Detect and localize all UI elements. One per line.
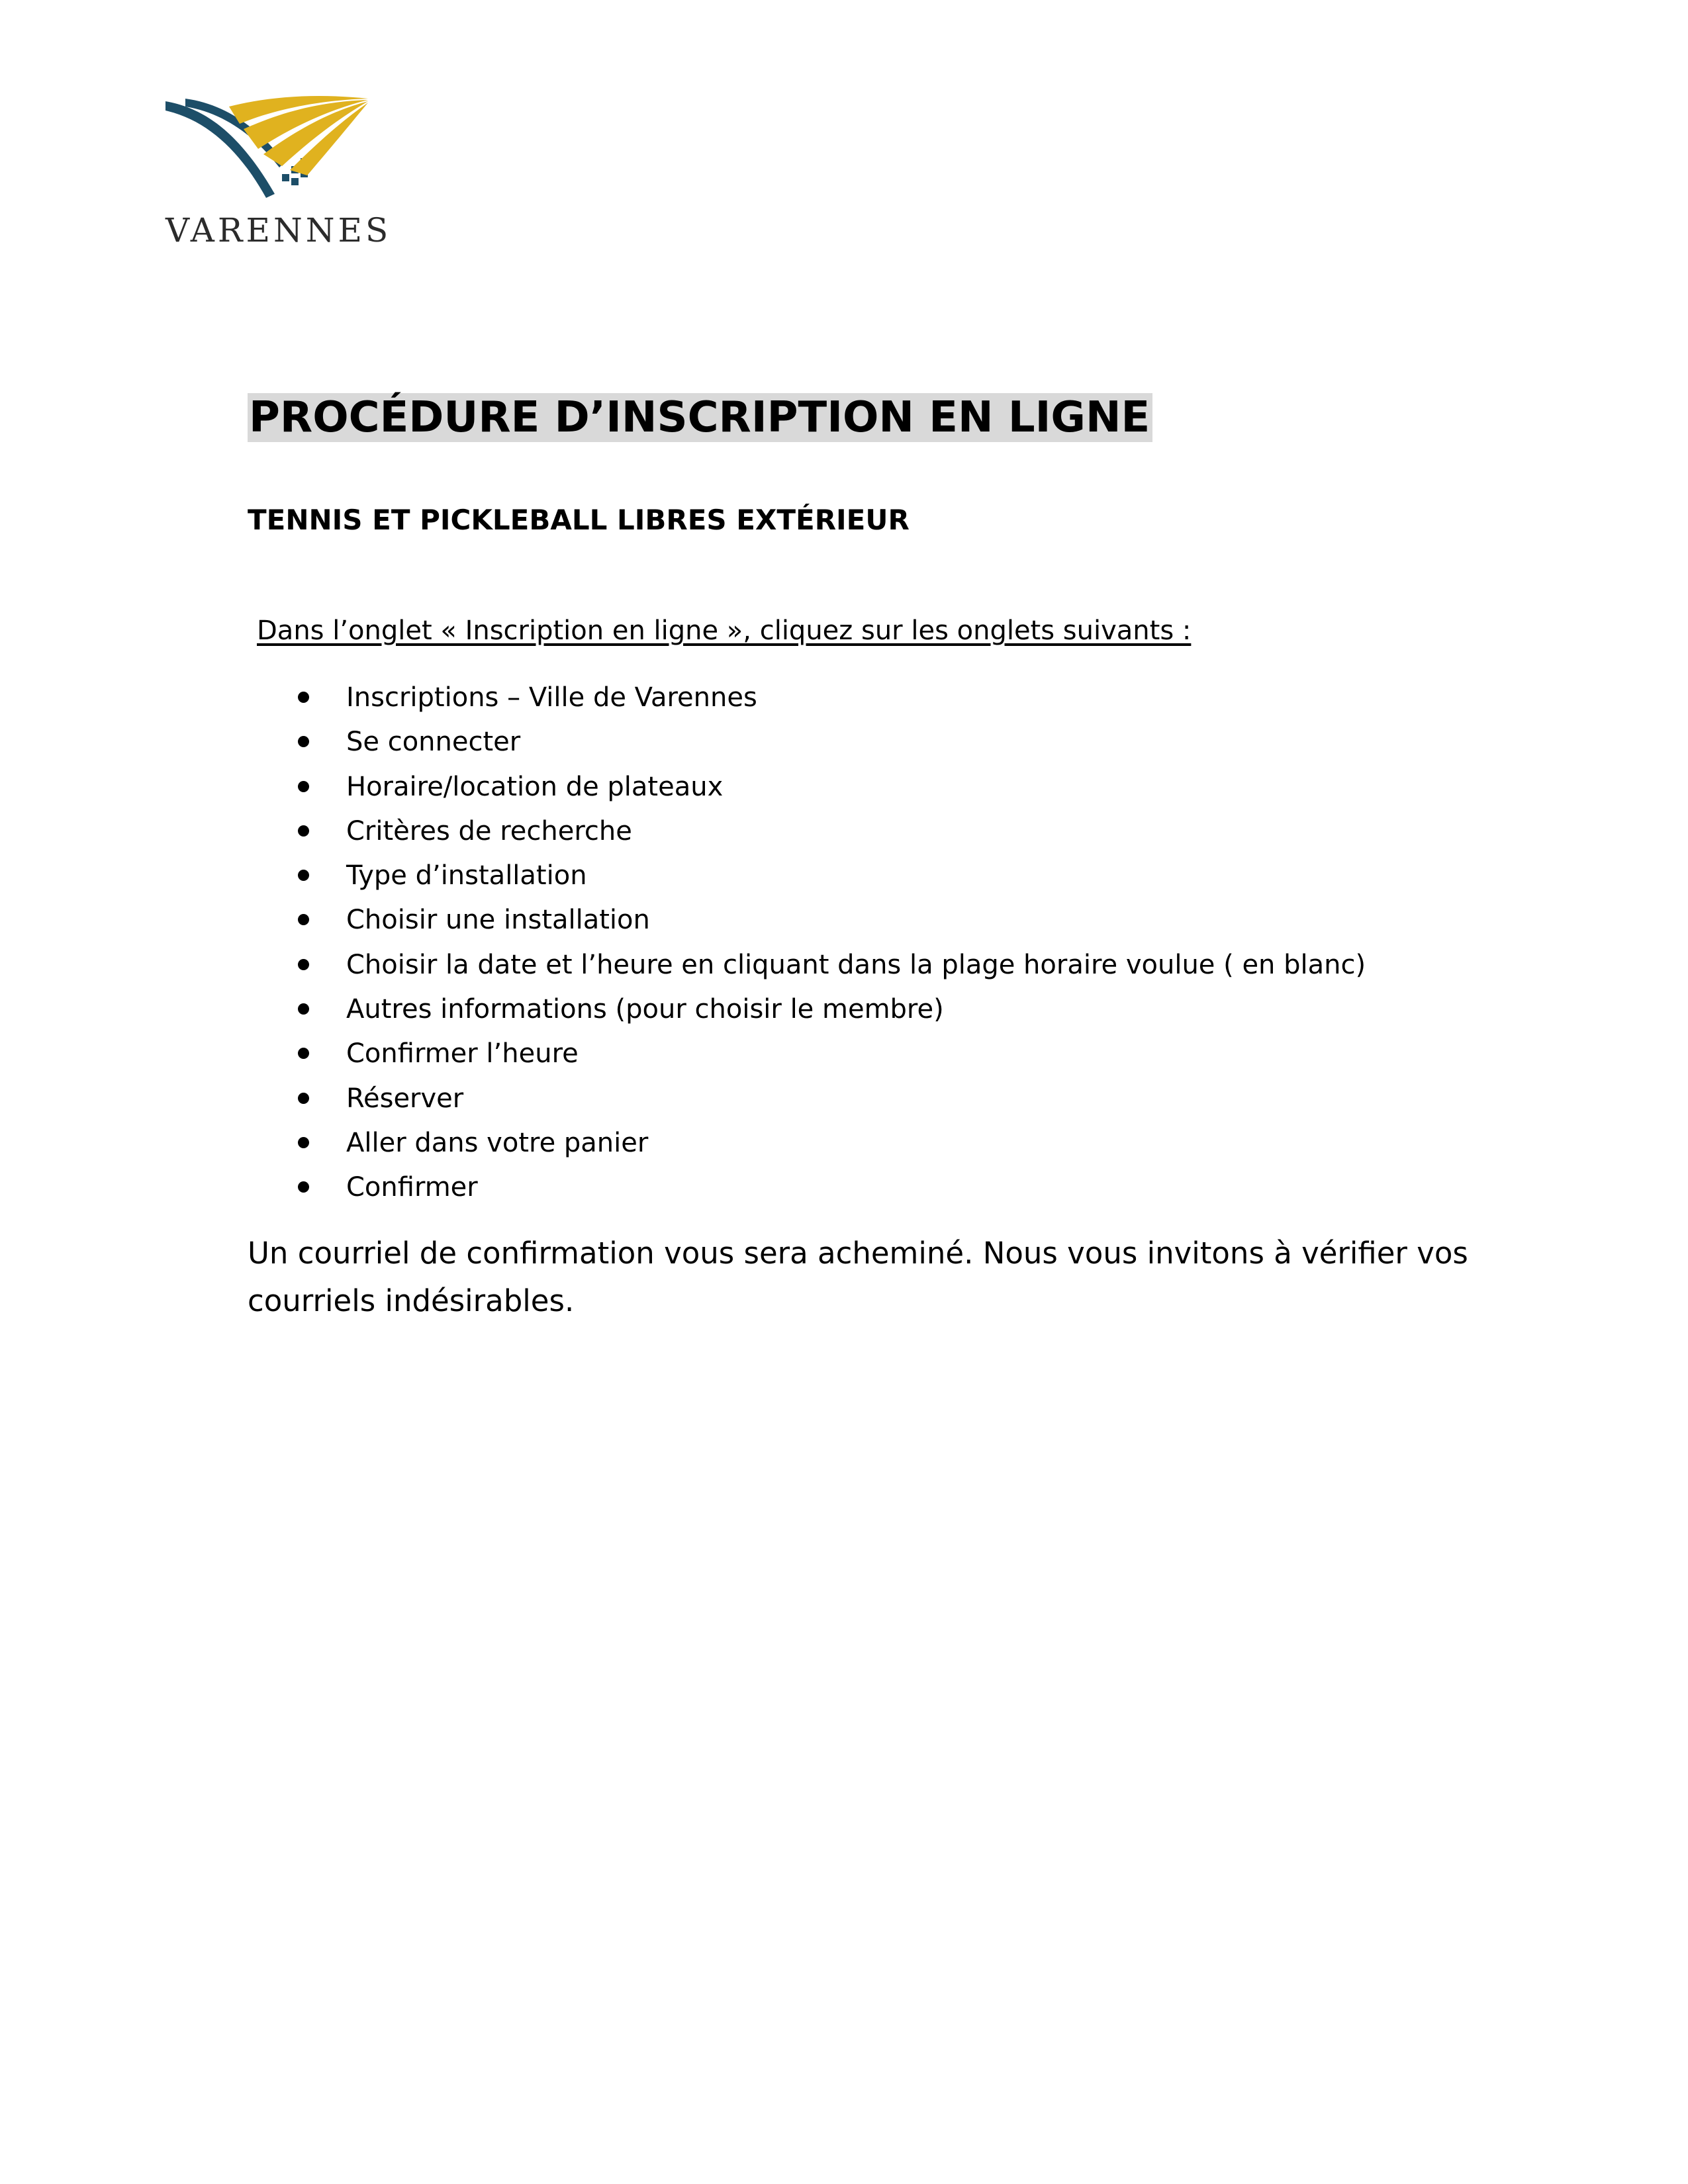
varennes-logo-icon	[165, 96, 371, 208]
step-item: Réserver	[295, 1080, 1366, 1124]
step-item: Aller dans votre panier	[295, 1124, 1366, 1169]
logo-navy-dot	[291, 178, 299, 185]
step-item: Confirmer l’heure	[295, 1035, 1366, 1079]
document-title-text: PROCÉDURE D’INSCRIPTION EN LIGNE	[248, 393, 1152, 442]
step-item: Inscriptions – Ville de Varennes	[295, 679, 1366, 723]
step-item: Choisir la date et l’heure en cliquant dans la plage horaire voulue ( en blanc)	[295, 946, 1366, 991]
document-subtitle: TENNIS ET PICKLEBALL LIBRES EXTÉRIEUR	[248, 504, 910, 536]
step-item: Type d’installation	[295, 857, 1366, 901]
instructions-intro: Dans l’onglet « Inscription en ligne », cliquez sur les onglets suivants :	[257, 615, 1192, 646]
logo-navy-dot	[282, 174, 289, 181]
step-item: Se connecter	[295, 723, 1366, 768]
step-item: Critères de recherche	[295, 813, 1366, 857]
logo-wordmark: VARENNES	[165, 211, 392, 250]
steps-list	[295, 679, 1366, 1214]
step-item: Horaire/location de plateaux	[295, 768, 1366, 813]
document-title	[248, 387, 1152, 448]
varennes-logo	[165, 96, 392, 251]
confirmation-note: Un courriel de confirmation vous sera acheminé. Nous vous invitons à vérifier vos courriels indésirables.	[248, 1236, 1468, 1318]
step-item: Choisir une installation	[295, 901, 1366, 946]
step-item: Confirmer	[295, 1169, 1366, 1213]
step-item: Autres informations (pour choisir le membre)	[295, 991, 1366, 1035]
